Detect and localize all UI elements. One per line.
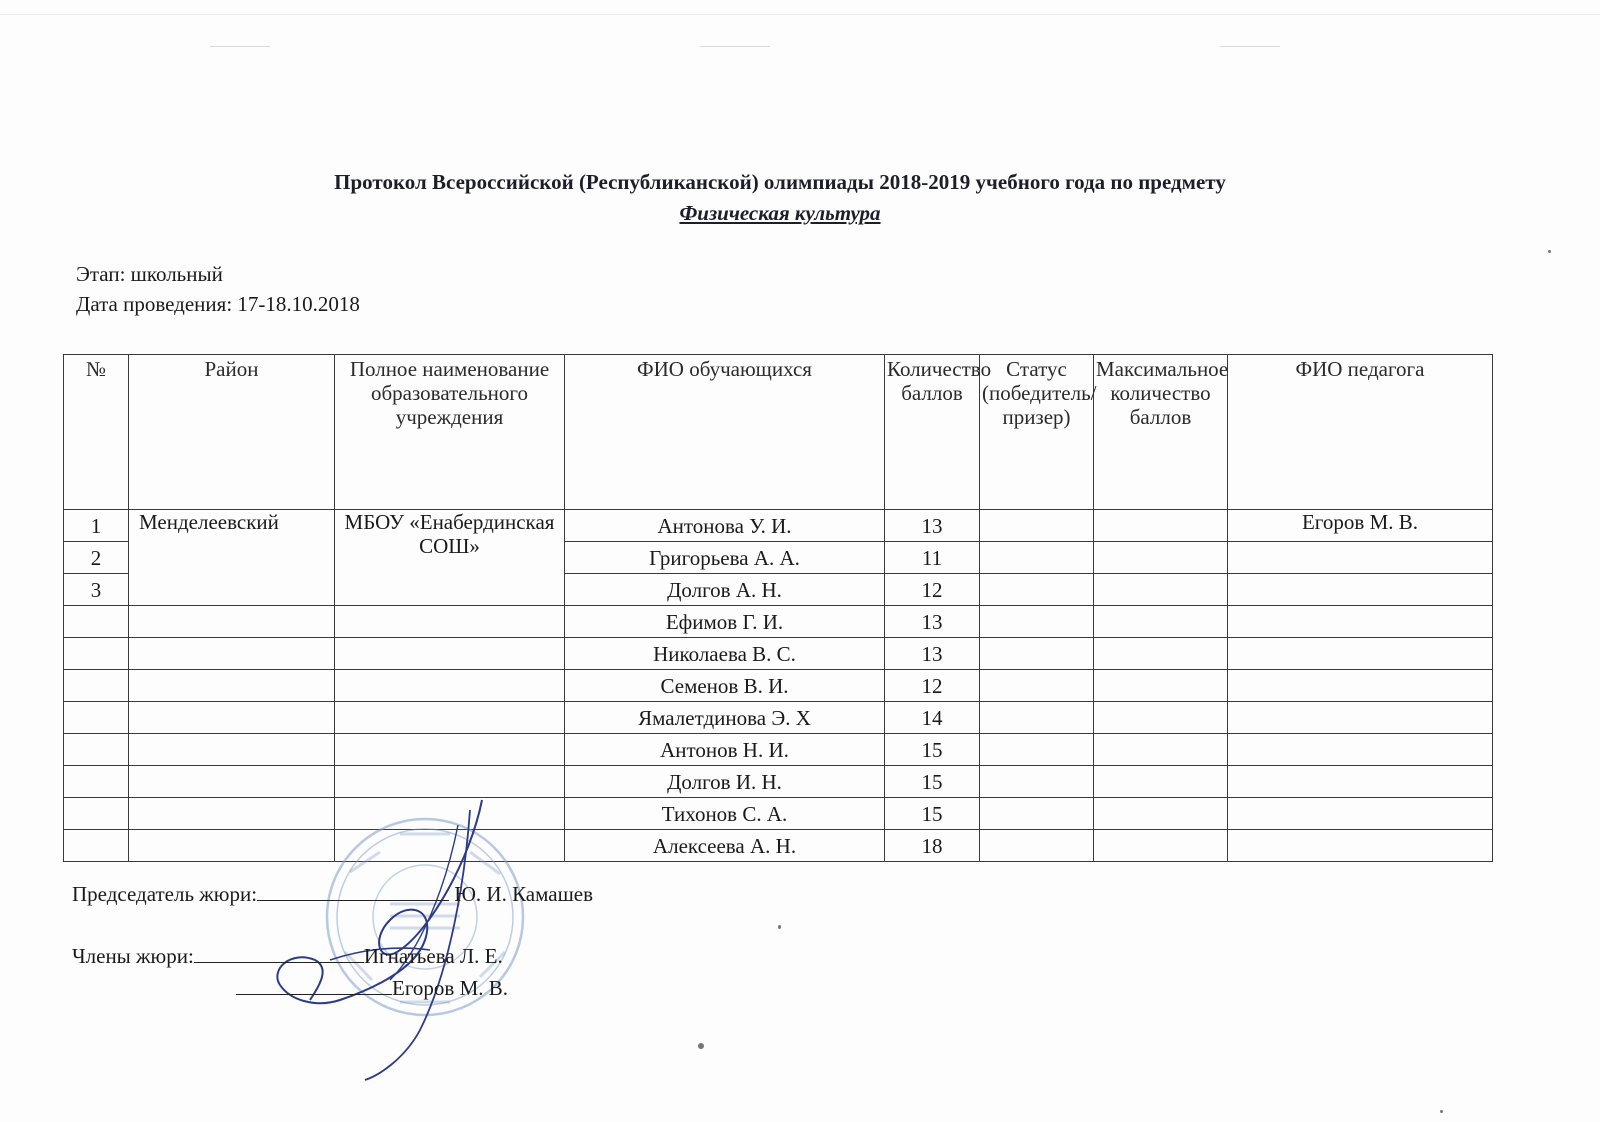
cell-teacher [1228,702,1493,734]
cell-student: Ефимов Г. И. [565,606,885,638]
scan-artifact [700,46,770,47]
cell-status [980,830,1094,862]
cell-num [64,734,129,766]
protocol-title: Протокол Всероссийской (Республиканской) олимпиады 2018-2019 учебного года по предмету [334,170,1226,194]
table-row [64,606,1493,638]
table-row [64,766,1493,798]
member-name: Егоров М. В. [392,976,509,1000]
cell-teacher [1228,638,1493,670]
cell-status [980,606,1094,638]
cell-teacher [1228,606,1493,638]
member-signature-line [236,974,508,1001]
table-header-row [64,355,1493,510]
cell-teacher: Егоров М. В. [1228,510,1493,542]
cell-school [335,606,565,638]
signature-underline [194,942,364,963]
cell-student: Григорьева А. А. [565,542,885,574]
header-score: Количество баллов [885,355,980,510]
cell-max [1094,606,1228,638]
scan-speck [1548,250,1551,253]
results-table [63,354,1493,862]
cell-status [980,638,1094,670]
scan-artifact [210,46,270,47]
cell-num [64,606,129,638]
scan-artifact [0,14,1600,15]
cell-max [1094,830,1228,862]
cell-num: 1 [64,510,129,542]
cell-max [1094,542,1228,574]
cell-num [64,670,129,702]
cell-max [1094,798,1228,830]
cell-max [1094,510,1228,542]
header-school: Полное наименование образовательного учреждения [335,355,565,510]
date-label: Дата проведения: 17-18.10.2018 [76,292,360,316]
cell-max [1094,638,1228,670]
cell-status [980,766,1094,798]
cell-student: Ямалетдинова Э. Х [565,702,885,734]
cell-teacher [1228,766,1493,798]
chair-signature-line [72,880,593,907]
header-district: Район [129,355,335,510]
cell-teacher [1228,734,1493,766]
cell-student: Антонов Н. И. [565,734,885,766]
cell-teacher [1228,542,1493,574]
scan-artifact [1220,46,1280,47]
cell-school [335,638,565,670]
cell-num [64,702,129,734]
cell-max [1094,766,1228,798]
cell-teacher [1228,830,1493,862]
cell-student: Семенов В. И. [565,670,885,702]
chair-name: Ю. И. Камашев [454,882,593,906]
cell-student: Долгов И. Н. [565,766,885,798]
cell-score: 12 [885,574,980,606]
cell-school [335,670,565,702]
cell-district [129,606,335,638]
cell-status [980,670,1094,702]
subject-title: Физическая культура [679,201,881,225]
cell-student: Николаева В. С. [565,638,885,670]
cell-status [980,510,1094,542]
table-row [64,638,1493,670]
cell-status [980,574,1094,606]
cell-district [129,670,335,702]
cell-district [129,638,335,670]
cell-score: 15 [885,798,980,830]
cell-status [980,702,1094,734]
cell-num: 3 [64,574,129,606]
members-label: Члены жюри: [72,944,194,968]
header-student: ФИО обучающихся [565,355,885,510]
cell-num [64,798,129,830]
table-row [64,510,1493,542]
cell-district: Менделеевский [129,510,335,606]
signature-icon [220,800,520,1080]
cell-max [1094,702,1228,734]
cell-score: 15 [885,766,980,798]
signature-underline [257,880,449,901]
stage-label: Этап: школьный [76,262,223,286]
cell-max [1094,670,1228,702]
cell-teacher [1228,798,1493,830]
cell-teacher [1228,670,1493,702]
header-num: № [64,355,129,510]
cell-max [1094,734,1228,766]
cell-student: Антонова У. И. [565,510,885,542]
cell-score: 18 [885,830,980,862]
member-name: Игнатьева Л. Е. [363,944,503,968]
header-status: Статус (победитель/призер) [980,355,1094,510]
cell-school: МБОУ «Енабердинская СОШ» [335,510,565,606]
cell-score: 12 [885,670,980,702]
cell-num [64,638,129,670]
cell-score: 13 [885,606,980,638]
table-row [64,734,1493,766]
cell-score: 13 [885,510,980,542]
header-max: Максимальное количество баллов [1094,355,1228,510]
cell-status [980,734,1094,766]
scan-speck [1440,1110,1443,1113]
cell-status [980,542,1094,574]
table-row [64,670,1493,702]
cell-district [129,766,335,798]
cell-score: 11 [885,542,980,574]
cell-num [64,766,129,798]
cell-score: 13 [885,638,980,670]
cell-student: Тихонов С. А. [565,798,885,830]
cell-status [980,798,1094,830]
signature-underline [236,974,392,995]
cell-school [335,766,565,798]
cell-district [129,702,335,734]
members-signature-line [72,942,503,969]
cell-district [129,734,335,766]
cell-school [335,702,565,734]
table-row [64,702,1493,734]
cell-score: 15 [885,734,980,766]
chair-label: Председатель жюри: [72,882,258,906]
cell-score: 14 [885,702,980,734]
cell-teacher [1228,574,1493,606]
cell-num [64,830,129,862]
header-teacher: ФИО педагога [1228,355,1493,510]
scan-speck [698,1043,704,1049]
cell-num: 2 [64,542,129,574]
scan-speck [778,925,781,929]
cell-school [335,734,565,766]
cell-student: Алексеева А. Н. [565,830,885,862]
cell-max [1094,574,1228,606]
cell-student: Долгов А. Н. [565,574,885,606]
